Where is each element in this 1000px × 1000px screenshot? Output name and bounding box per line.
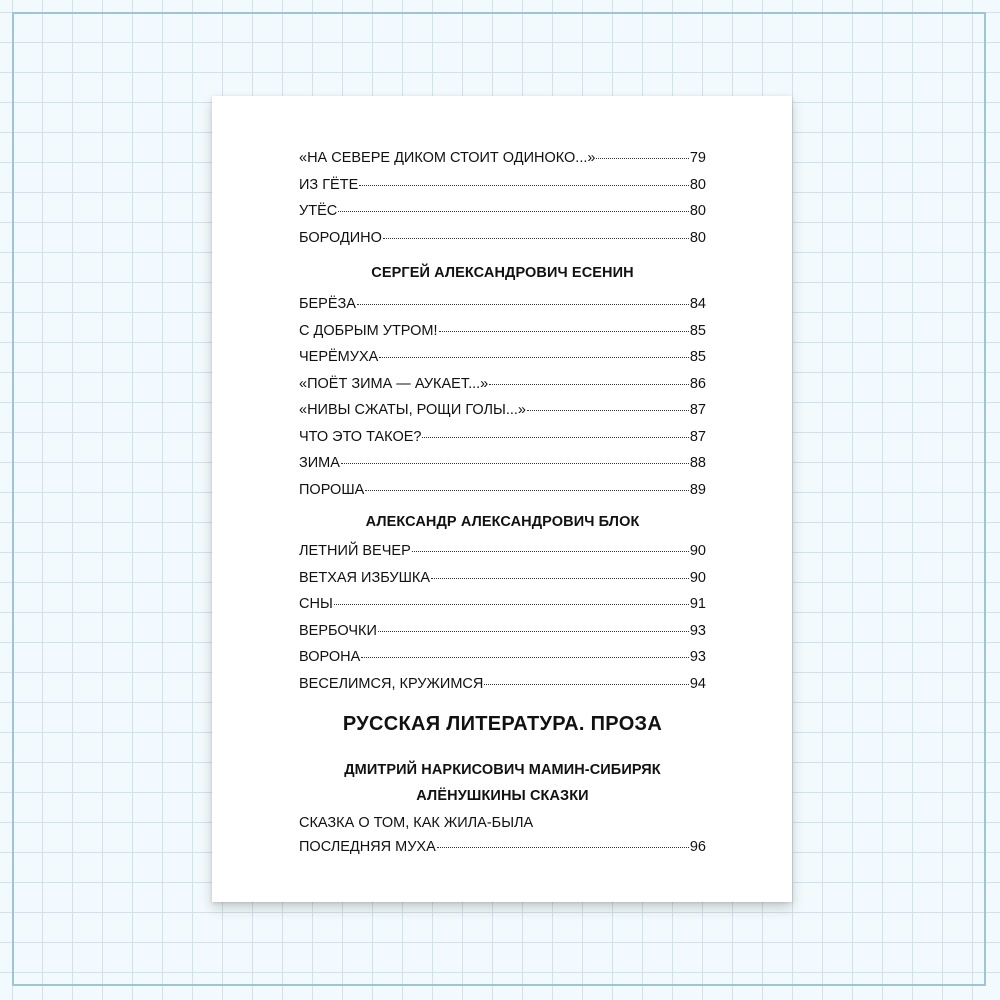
- toc-group-mamin: [299, 811, 706, 859]
- toc-entry-title: ПОРОША: [299, 481, 365, 498]
- dot-leader: [383, 237, 689, 239]
- toc-entry: [299, 671, 706, 698]
- toc-entry: [299, 538, 706, 565]
- dot-leader: [334, 603, 689, 605]
- dot-leader: [341, 462, 689, 464]
- toc-entry-page: 79: [689, 150, 706, 166]
- toc-entry-title: «НА СЕВЕРЕ ДИКОМ СТОИТ ОДИНОКО...»: [299, 150, 596, 166]
- toc-group-esenin: [299, 291, 706, 503]
- dot-leader: [365, 489, 689, 491]
- toc-entry: [299, 591, 706, 618]
- dot-leader: [378, 630, 689, 632]
- toc-entry: [299, 424, 706, 451]
- toc-entry-page: 93: [689, 622, 706, 639]
- toc-entry-title: ПОСЛЕДНЯЯ МУХА: [299, 839, 436, 855]
- toc-entry-page: 89: [689, 481, 706, 498]
- toc-entry-title: ВЕРБОЧКИ: [299, 622, 377, 639]
- toc-entry-title: УТЁС: [299, 203, 338, 219]
- toc-entry-title: С ДОБРЫМ УТРОМ!: [299, 322, 438, 339]
- book-page: [212, 96, 792, 902]
- toc-entry-page: 80: [689, 176, 706, 193]
- author-heading-esenin: СЕРГЕЙ АЛЕКСАНДРОВИЧ ЕСЕНИН: [371, 265, 634, 281]
- toc-entry-title: БОРОДИНО: [299, 229, 382, 246]
- dot-leader: [437, 846, 689, 848]
- toc-entry-title: ВЕСЕЛИМСЯ, КРУЖИМСЯ: [299, 675, 484, 692]
- dot-leader: [489, 383, 689, 385]
- dot-leader: [596, 157, 688, 159]
- toc-entry-title: «НИВЫ СЖАТЫ, РОЩИ ГОЛЫ...»: [299, 402, 526, 418]
- toc-entry-title-line1: СКАЗКА О ТОМ, КАК ЖИЛА-БЫЛА: [299, 815, 534, 831]
- toc-entry-page: 88: [689, 455, 706, 471]
- toc-group-blok: [299, 538, 706, 697]
- toc-entry: [299, 198, 706, 225]
- dot-leader: [338, 210, 689, 212]
- toc-entry: [299, 344, 706, 371]
- toc-entry-page: 91: [689, 596, 706, 612]
- toc-entry-page: 96: [689, 839, 706, 855]
- toc-entry: [299, 397, 706, 424]
- dot-leader: [527, 409, 689, 411]
- dot-leader: [357, 303, 689, 305]
- section-heading-prose: РУССКАЯ ЛИТЕРАТУРА. ПРОЗА: [342, 713, 663, 735]
- toc-entry: [299, 225, 706, 252]
- toc-entry-title: ЛЕТНИЙ ВЕЧЕР: [299, 543, 411, 559]
- toc-entry: [299, 371, 706, 398]
- toc-entry-title: ЧЕРЁМУХА: [299, 349, 379, 365]
- toc-entry-page: 84: [689, 296, 706, 312]
- toc-entry-page: 87: [689, 428, 706, 445]
- toc-entry: [299, 145, 706, 172]
- toc-entry-page: 85: [689, 349, 706, 365]
- dot-leader: [484, 683, 689, 685]
- toc-entry-page: 90: [689, 569, 706, 586]
- toc-entry-title: ВОРОНА: [299, 649, 361, 665]
- dot-leader: [439, 330, 689, 332]
- toc-entry: [299, 618, 706, 645]
- toc-entry-title: ВЕТХАЯ ИЗБУШКА: [299, 569, 431, 586]
- dot-leader: [412, 550, 689, 552]
- toc-entry-page: 80: [689, 203, 706, 219]
- toc-entry-title: «ПОЁТ ЗИМА — АУКАЕТ...»: [299, 375, 489, 392]
- dot-leader: [422, 436, 688, 438]
- toc-entry-title: БЕРЁЗА: [299, 296, 356, 312]
- author-heading-mamin: ДМИТРИЙ НАРКИСОВИЧ МАМИН-СИБИРЯК АЛЁНУШКИНЫ СКАЗКИ: [299, 757, 706, 809]
- book-heading-alenushka: АЛЁНУШКИНЫ СКАЗКИ: [416, 788, 589, 804]
- toc-entry: [299, 477, 706, 504]
- dot-leader: [379, 356, 689, 358]
- dot-leader: [431, 577, 689, 579]
- toc-entry-title: ЗИМА: [299, 455, 340, 471]
- toc-entry: [299, 644, 706, 671]
- toc-entry-title: ЧТО ЭТО ТАКОЕ?: [299, 428, 422, 445]
- dot-leader: [359, 184, 689, 186]
- toc-entry: [299, 835, 706, 859]
- toc-entry: [299, 450, 706, 477]
- toc-group-lermontov: [299, 145, 706, 251]
- toc-entry: [299, 318, 706, 345]
- toc-entry-page: 87: [689, 402, 706, 418]
- toc-entry: [299, 291, 706, 318]
- toc-entry-page: 94: [689, 675, 706, 692]
- dot-leader: [361, 656, 689, 658]
- toc-entry-page: 80: [689, 229, 706, 246]
- toc-entry: [299, 172, 706, 199]
- toc-entry-page: 93: [689, 649, 706, 665]
- toc-entry-page: 85: [689, 322, 706, 339]
- toc-entry-page: 86: [689, 375, 706, 392]
- toc-entry-title: СНЫ: [299, 596, 333, 612]
- author-heading-blok: АЛЕКСАНДР АЛЕКСАНДРОВИЧ БЛОК: [365, 514, 640, 530]
- toc-entry: [299, 565, 706, 592]
- toc-entry-title: ИЗ ГЁТЕ: [299, 176, 359, 193]
- toc-entry-page: 90: [689, 543, 706, 559]
